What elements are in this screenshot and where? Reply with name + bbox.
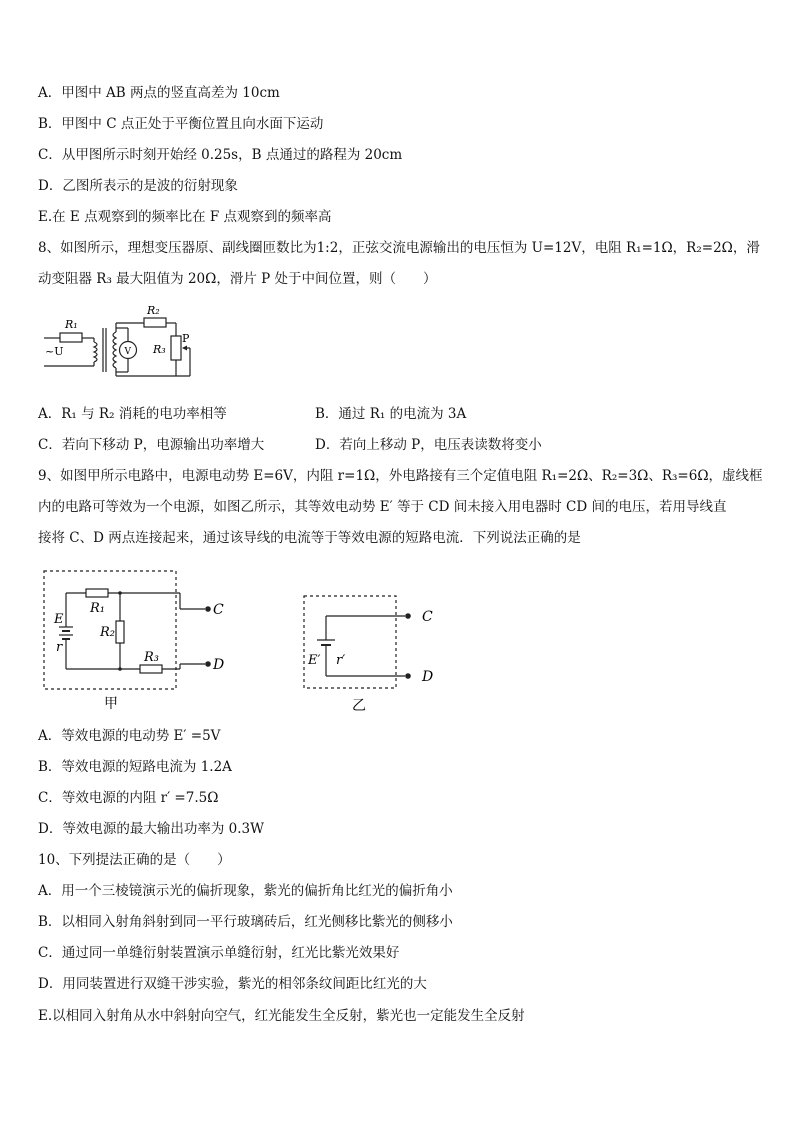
q9a-label-r: r	[56, 640, 63, 655]
q10-option-a: A．用一个三棱镜演示光的偏折现象，紫光的偏折角比红光的偏折角小	[38, 883, 453, 899]
q9a-label-r1: R₁	[90, 601, 105, 616]
q7-option-e: E.在 E 点观察到的频率比在 F 点观察到的频率高	[38, 209, 332, 225]
q8-fig-label-r1: R₁	[65, 318, 78, 331]
q9-option-d: D．等效电源的最大输出功率为 0.3W	[38, 821, 264, 837]
q9b-caption: 乙	[352, 698, 366, 714]
q8-option-a: A．R₁ 与 R₂ 消耗的电功率相等	[38, 406, 227, 422]
q8-transformer-circuit-figure	[40, 300, 210, 385]
q9a-label-r2: R₂	[100, 625, 115, 640]
q8-fig-label-r2: R₂	[147, 304, 160, 317]
q10-stem: 10、下列提法正确的是（ ）	[38, 852, 231, 868]
q8-fig-label-u: ~U	[45, 345, 64, 358]
q8-fig-label-v: V	[124, 347, 131, 357]
q10-option-c: C．通过同一单缝衍射装置演示单缝衍射，红光比紫光效果好	[38, 945, 400, 961]
q9b-label-e: E′	[308, 653, 321, 668]
q7-option-d: D．乙图所表示的是波的衍射现象	[38, 178, 238, 194]
q10-option-e: E.以相同入射角从水中斜射向空气，红光能发生全反射，紫光也一定能发生全反射	[38, 1008, 525, 1024]
q9-stem-line1: 9、如图甲所示电路中，电源电动势 E=6V，内阻 r=1Ω，外电路接有三个定值电阻 R₁=2Ω、R₂=3Ω、R₃=6Ω，虚线框	[38, 468, 763, 484]
q7-option-c: C．从甲图所示时刻开始经 0.25s，B 点通过的路程为 20cm	[38, 147, 403, 163]
q9-option-c: C．等效电源的内阻 r′ =7.5Ω	[38, 790, 219, 806]
q9b-label-c: C	[422, 609, 433, 625]
q8-fig-label-p: P	[182, 332, 190, 345]
q9b-label-d: D	[422, 669, 434, 685]
q9-circuit-figure-a	[40, 565, 240, 715]
q9b-label-r: r′	[336, 653, 346, 668]
q9a-label-e: E	[54, 612, 64, 627]
q10-option-b: B．以相同入射角斜射到同一平行玻璃砖后，红光侧移比紫光的侧移小	[38, 914, 453, 930]
q9-circuit-figure-b	[300, 590, 450, 715]
q8-stem-line2: 动变阻器 R₃ 最大阻值为 20Ω，滑片 P 处于中间位置，则（ ）	[38, 271, 437, 287]
q9-option-b: B．等效电源的短路电流为 1.2A	[38, 759, 232, 775]
q8-option-c: C．若向下移动 P，电源输出功率增大	[38, 437, 265, 453]
q9-stem-line3: 接将 C、D 两点连接起来，通过该导线的电流等于等效电源的短路电流．下列说法正确的是	[38, 530, 581, 546]
q7-option-b: B．甲图中 C 点正处于平衡位置且向水面下运动	[38, 116, 324, 132]
q7-option-a: A．甲图中 AB 两点的竖直高差为 10cm	[38, 85, 280, 101]
q9-option-a: A．等效电源的电动势 E′ =5V	[38, 728, 221, 744]
q8-option-b: B．通过 R₁ 的电流为 3A	[315, 406, 467, 422]
q8-stem-line1: 8、如图所示，理想变压器原、副线圈匝数比为1:2，正弦交流电源输出的电压恒为 U=12V，电阻 R₁=1Ω，R₂=2Ω，滑	[38, 240, 760, 256]
q8-option-d: D．若向上移动 P，电压表读数将变小	[315, 437, 542, 453]
q9a-label-r3: R₃	[144, 650, 159, 665]
q9a-label-c: C	[213, 602, 224, 618]
q9-stem-line2: 内的电路可等效为一个电源，如图乙所示，其等效电动势 E′ 等于 CD 间未接入用电器时 CD 间的电压，若用导线直	[38, 499, 727, 515]
q10-option-d: D．用同装置进行双缝干涉实验，紫光的相邻条纹间距比红光的大	[38, 976, 427, 992]
q9a-label-d: D	[213, 657, 225, 673]
q9a-caption: 甲	[104, 696, 118, 712]
q8-fig-label-r3: R₃	[153, 343, 166, 356]
